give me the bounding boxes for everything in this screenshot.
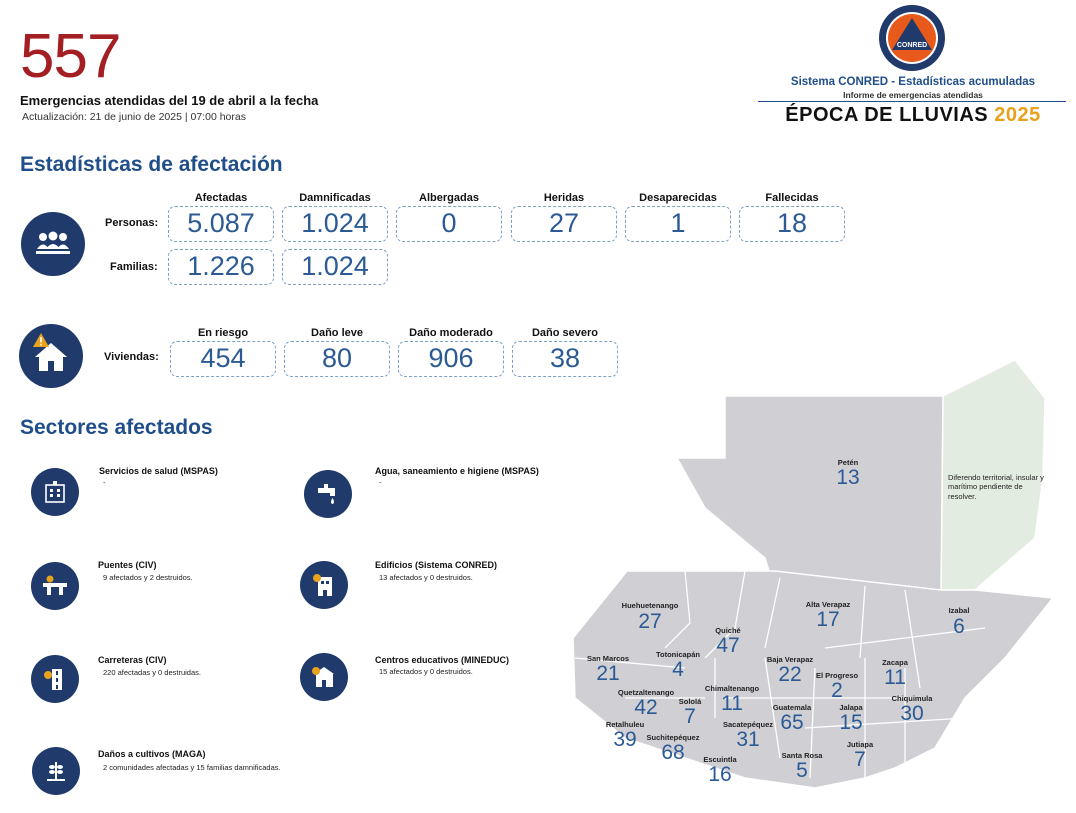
season-banner [760,104,1066,127]
dept-name-jutiapa: Jutiapa [846,740,874,749]
house-icon [19,324,83,388]
building-icon [300,561,348,609]
dept-name-quiche: Quiché [715,626,741,635]
housing-dano-moderado: 906 [398,341,504,377]
dept-value-jutiapa: 7 [854,748,866,771]
dept-value-quiche: 47 [716,634,740,657]
logo-text: CONRED [896,42,928,49]
header-damnificadas: Damnificadas [299,192,371,204]
dept-value-solola: 7 [684,705,696,728]
road-icon [31,655,79,703]
system-title: Sistema CONRED - Estadísticas acumuladas [790,76,1036,88]
dept-value-suchitepequez: 68 [661,741,685,764]
guatemala-map [565,358,1070,808]
persons-albergadas: 0 [396,206,502,242]
dept-value-izabal: 6 [953,615,965,638]
dept-name-santa-rosa: Santa Rosa [781,751,823,760]
dept-name-retalhuleu: Retalhuleu [605,720,645,729]
persons-fallecidas: 18 [739,206,845,242]
dept-name-guatemala: Guatemala [772,703,812,712]
people-icon [21,212,85,276]
header-heridas: Heridas [543,192,585,204]
stats-title: Estadísticas de afectación [20,153,283,176]
conred-logo [878,4,946,72]
dept-value-peten: 13 [836,466,860,489]
housing-en-riesgo: 454 [170,341,276,377]
dept-name-quetzaltenango: Quetzaltenango [617,688,675,697]
sector-detail-schools: 15 afectados y 0 destruidos. [379,667,473,676]
dept-value-santa-rosa: 5 [796,759,808,782]
emergencies-subtitle: Emergencias atendidas del 19 de abril a la fecha [20,93,319,108]
divider [758,101,1066,102]
sector-detail-buildings: 13 afectados y 0 destruidos. [379,573,473,582]
persons-desaparecidas: 1 [625,206,731,242]
dept-value-guatemala: 65 [780,711,804,734]
header-dano-leve: Daño leve [311,327,363,339]
sector-detail-water: - [379,478,382,487]
dept-name-el-progreso: El Progreso [815,671,859,680]
sector-title-water: Agua, saneamiento e higiene (MSPAS) [375,466,539,476]
dept-name-alta-verapaz: Alta Verapaz [805,600,851,609]
bridge-icon [31,562,79,610]
header-desaparecidas: Desaparecidas [639,192,717,204]
dept-value-baja-verapaz: 22 [778,663,802,686]
system-subtitle: Informe de emergencias atendidas [843,90,983,100]
sector-detail-crops: 2 comunidades afectadas y 15 familias damnificadas. [103,763,281,772]
dept-name-huehuetenango: Huehuetenango [621,601,679,610]
dept-name-baja-verapaz: Baja Verapaz [766,655,814,664]
dept-name-san-marcos: San Marcos [586,654,630,663]
dept-name-totonicapan: Totonicapán [655,650,701,659]
dept-name-suchitepequez: Suchitepéquez [646,733,700,742]
housing-label: Viviendas: [104,351,159,363]
header-en-riesgo: En riesgo [197,327,249,339]
persons-label: Personas: [105,217,159,229]
dept-name-jalapa: Jalapa [839,703,863,712]
sector-title-crops: Daños a cultivos (MAGA) [98,749,206,759]
sector-detail-bridges: 9 afectados y 2 destruidos. [103,573,193,582]
dept-value-el-progreso: 2 [831,679,843,702]
header-dano-moderado: Daño moderado [409,327,493,339]
sector-title-buildings: Edificios (Sistema CONRED) [375,560,498,570]
warning-icon [32,332,50,353]
dept-value-chiquimula: 30 [900,702,924,725]
dept-value-zacapa: 11 [884,666,906,689]
sector-title-schools: Centros educativos (MINEDUC) [375,655,510,665]
dept-name-peten: Petén [837,458,859,467]
families-damnificadas: 1.024 [282,249,388,285]
dept-value-chimaltenango: 11 [721,692,743,715]
dept-name-zacapa: Zacapa [882,658,908,667]
crops-icon [32,747,80,795]
update-timestamp: Actualización: 21 de junio de 2025 | 07:00 horas [22,111,246,123]
dept-value-sacatepequez: 31 [736,728,760,751]
header-albergadas: Albergadas [419,192,479,204]
persons-damnificadas: 1.024 [282,206,388,242]
dept-value-jalapa: 15 [839,711,863,734]
water-tap-icon [304,470,352,518]
school-icon [300,653,348,701]
dept-value-escuintla: 16 [708,763,732,786]
families-label: Familias: [110,261,158,273]
header-afectadas: Afectadas [194,192,248,204]
persons-heridas: 27 [511,206,617,242]
hospital-icon [31,468,79,516]
header-dano-severo: Daño severo [531,327,599,339]
dept-name-chimaltenango: Chimaltenango [704,684,760,693]
dept-value-totonicapan: 4 [672,658,684,681]
season-label: ÉPOCA DE LLUVIAS [785,104,989,126]
dept-name-sacatepequez: Sacatepéquez [722,720,774,729]
dept-value-san-marcos: 21 [596,662,620,685]
dept-name-izabal: Izabal [948,606,970,615]
families-afectadas: 1.226 [168,249,274,285]
season-year: 2025 [994,104,1041,126]
sector-detail-health: - [103,478,106,487]
header-fallecidas: Fallecidas [765,192,819,204]
persons-afectadas: 5.087 [168,206,274,242]
housing-dano-severo: 38 [512,341,618,377]
dept-value-huehuetenango: 27 [638,610,662,633]
sector-title-roads: Carreteras (CIV) [98,655,167,665]
dept-name-solola: Sololá [678,697,702,706]
dispute-note: Diferendo territorial, insular y marítimo pendiente de resolver. [948,473,1044,501]
housing-dano-leve: 80 [284,341,390,377]
sector-detail-roads: 220 afectadas y 0 destruidas. [103,668,201,677]
sector-title-health: Servicios de salud (MSPAS) [99,466,218,476]
dept-name-chiquimula: Chiquimula [891,694,933,703]
sectors-title: Sectores afectados [20,416,213,439]
sector-title-bridges: Puentes (CIV) [98,560,157,570]
total-emergencies: 557 [20,22,121,91]
dept-name-escuintla: Escuintla [703,755,737,764]
dept-value-retalhuleu: 39 [613,728,637,751]
dept-value-quetzaltenango: 42 [634,696,658,719]
dept-value-alta-verapaz: 17 [816,608,840,631]
